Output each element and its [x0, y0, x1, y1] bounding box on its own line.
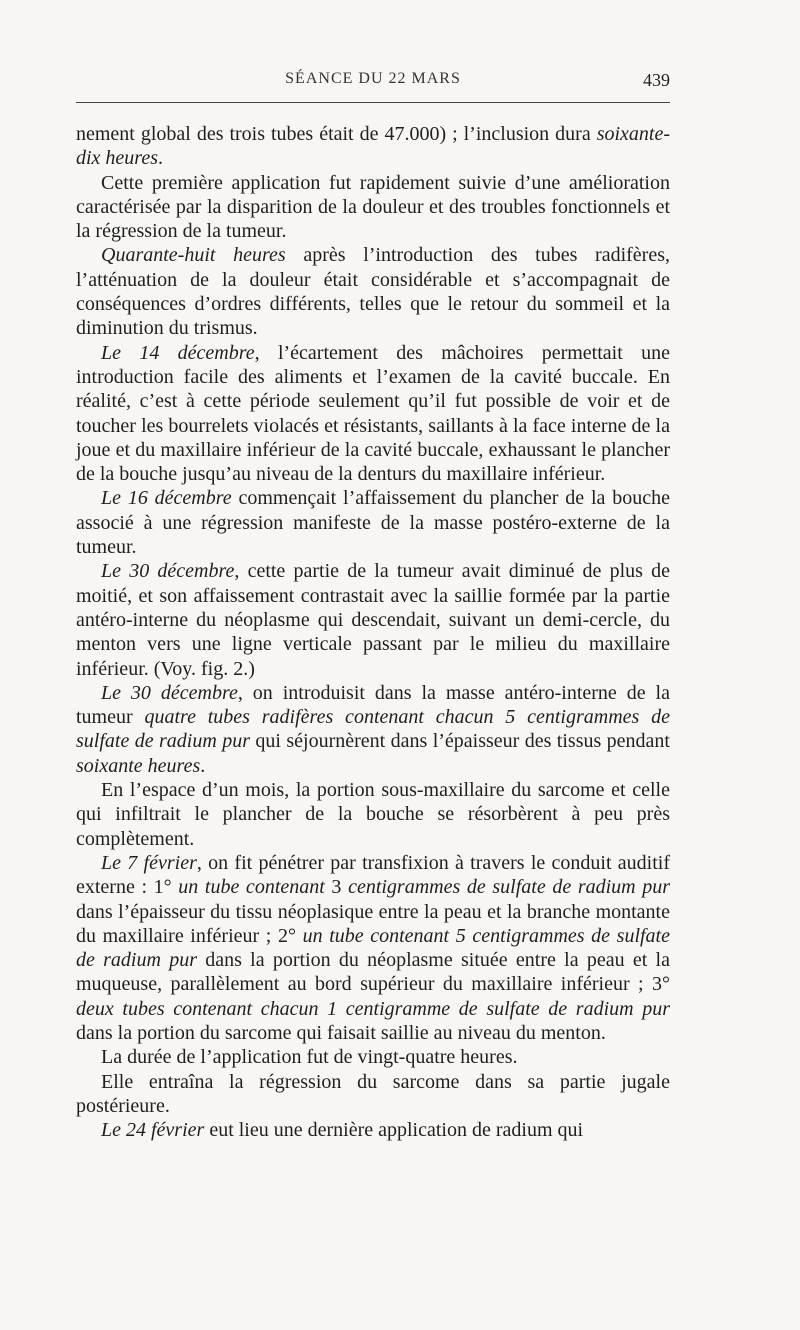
text-run: dans la portion du néoplasme située entre la peau et la muqueuse, parallèlement au bord supérieur du maxillaire inférieur ; 3°: [76, 949, 670, 996]
text-run: nement global des trois tubes était de 47.000) ; l’inclusion dura: [76, 123, 597, 145]
text-run: , l’écartement des mâchoires permettait une introduction facile des aliments et l’examen de la cavité buccale. En réalité, c’est à cette période seulement qu’il fut possible de voir et de toucher les bourrelets violacés et résistants, saillants à la face interne de la joue et du maxillaire inférieur de la cavité buccale, exhaussant le plancher de la bouche jusqu’au niveau de la denturs du maxillaire inférieur.: [76, 341, 670, 486]
italic-run: un tube contenant 5 centigrammes de sulfate de radium pur: [76, 924, 670, 972]
italic-run: soixante-dix heures: [76, 123, 670, 170]
paragraph: [76, 243, 670, 340]
italic-run: quatre tubes radifères contenant chacun 5 centigrammes de sulfate de radium pur: [76, 706, 670, 753]
italic-run: Le 14 décembre: [101, 341, 255, 364]
paragraph: [76, 851, 670, 1045]
italic-run: Le 7 février: [101, 851, 197, 874]
paragraph: [76, 1118, 670, 1142]
body-text: [76, 122, 670, 1142]
text-run: eut lieu une dernière application de radium qui: [204, 1119, 584, 1142]
paragraph: [76, 559, 670, 680]
header-rule: [76, 102, 670, 103]
italic-run: Le 30 décembre: [101, 560, 235, 583]
paragraph: [76, 486, 670, 559]
text-run: dans la portion du sarcome qui faisait saillie au niveau du menton.: [76, 1021, 606, 1044]
text-run: Elle entraîna la régression du sarcome dans sa partie jugale postérieure.: [76, 1070, 670, 1117]
italic-run: un tube contenant: [178, 876, 325, 899]
paragraph: [76, 1070, 670, 1119]
paragraph: [76, 171, 670, 244]
italic-run: Le 16 décembre: [101, 487, 232, 510]
text-run: , cette partie de la tumeur avait diminué de plus de moitié, et son affaissement contrastait avec la saillie formée par la partie antéro-interne du néoplasme qui descendait, suivant un demi-cercle, du menton vers une ligne verticale passant par le milieu du maxillaire inférieur. (Voy. fig. 2.): [76, 560, 670, 680]
page-header: [76, 70, 670, 98]
text-run: dans l’épaisseur du tissu néoplasique entre la peau et la branche montante du maxillaire inférieur ; 2°: [76, 900, 670, 947]
paragraph: [76, 122, 670, 171]
page-number: 439: [643, 70, 670, 90]
italic-run: centigrammes de sulfate de radium pur: [348, 876, 671, 899]
text-run: La durée de l’application fut de vingt-quatre heures.: [101, 1046, 518, 1069]
text-run: , on fit pénétrer par transfixion à travers le conduit auditif externe : 1°: [76, 851, 671, 899]
text-run: commençait l’affaissement du plancher de la bouche associé à une régression manifeste de la masse postéro-externe de la tumeur.: [76, 487, 670, 559]
text-run: .: [158, 147, 164, 170]
italic-run: Le 24 février: [101, 1119, 205, 1142]
italic-run: Le 30 décembre: [101, 681, 238, 704]
paragraph: [76, 1045, 670, 1069]
text-run: après l’introduction des tubes radifères, l’atténuation de la douleur était considérable et s’accompagnait de conséquences d’ordres différents, telles que le retour du sommeil et la diminution du trismus.: [76, 244, 671, 340]
text-run: En l’espace d’un mois, la portion sous-maxillaire du sarcome et celle qui infiltrait le plancher de la bouche se résorbèrent à peu près complètement.: [76, 779, 670, 850]
text-run: .: [200, 754, 206, 777]
text-run: 3: [324, 876, 349, 899]
paragraph: [76, 341, 670, 487]
running-head: SÉANCE DU 22 MARS: [285, 70, 461, 87]
italic-run: soixante heures: [76, 754, 201, 777]
paragraph: [76, 778, 670, 851]
text-run: , on introduisit dans la masse antéro-interne de la tumeur: [76, 681, 670, 729]
paragraph: [76, 681, 670, 778]
text-run: qui séjournèrent dans l’épaisseur des tissus pendant: [250, 730, 670, 753]
text-run: Cette première application fut rapidement suivie d’une amélioration caractérisée par la disparition de la douleur et des troubles fonctionnels et la régression de la tumeur.: [76, 171, 670, 243]
italic-run: Quarante-huit heures: [101, 244, 286, 267]
italic-run: deux tubes contenant chacun 1 centigramme de sulfate de radium pur: [76, 997, 670, 1020]
